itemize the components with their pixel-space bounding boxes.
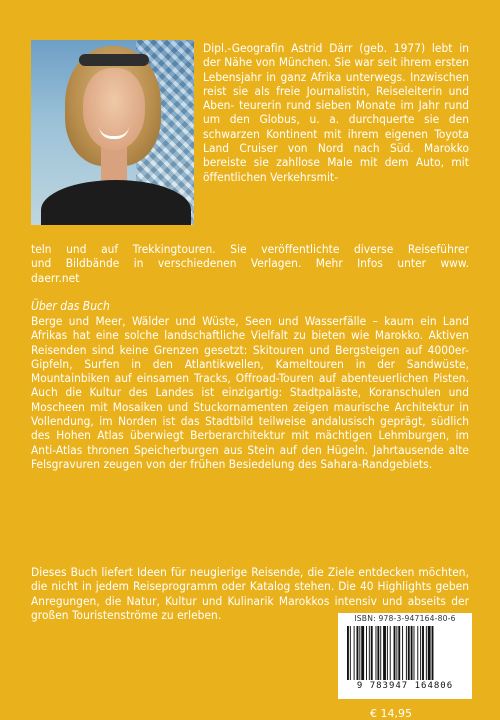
bio-line: freie Journalistin, Reiseleiterin und Aben-: [203, 83, 469, 113]
barcode-bar: [417, 626, 418, 680]
barcode-bar: [420, 626, 421, 680]
barcode-bar: [357, 626, 359, 680]
barcode-digits: 9 783947 164806: [356, 681, 454, 691]
barcode-bar: [376, 626, 377, 680]
barcode-bar: [428, 626, 431, 680]
barcode-bar: [398, 626, 400, 680]
barcode-bar: [387, 626, 388, 680]
bio-line: Marokko bereiste sie zahllose Male mit: [203, 141, 470, 170]
photo-sunglasses: [79, 54, 149, 66]
barcode-bar: [394, 626, 396, 680]
barcode-bar: [408, 626, 410, 680]
barcode-bar: [383, 626, 386, 680]
barcode-bar: [359, 626, 360, 680]
bio-line: daerr.net: [31, 270, 80, 285]
barcode-bar: [406, 626, 407, 680]
barcode-bar: [390, 626, 391, 680]
barcode-bar: [361, 626, 364, 680]
bio-line: schwarzen Kontinent mit ihrem eigenen: [203, 126, 428, 141]
barcode-bar: [347, 626, 349, 680]
bio-line: Afrika unterwegs. Inzwischen reist sie als: [203, 69, 469, 98]
barcode-box: [338, 613, 472, 699]
barcode-bar: [369, 626, 370, 680]
bio-line: dem Auto, mit öffentlichen Verkehrsmit-: [203, 155, 469, 184]
bio-line: lebt in der Nähe von München. Sie war: [203, 41, 469, 70]
barcode-bar: [366, 626, 367, 680]
bio-line: teurerin rund sieben Monate im Jahr rund: [239, 98, 470, 113]
barcode-bar: [396, 626, 397, 680]
barcode-bar: [426, 626, 427, 680]
bio-line: um den Globus, u. a. durchquerte sie den: [203, 112, 469, 127]
author-bio-bottom: [31, 242, 469, 285]
bio-line: Dipl.-Geografin Astrid Därr (geb. 1977): [203, 41, 426, 55]
price-label: € 14,95: [370, 707, 412, 720]
barcode-bar: [380, 626, 381, 680]
barcode-bar: [377, 626, 379, 680]
barcode-bar: [432, 626, 434, 680]
about-book-heading: Über das Buch: [31, 299, 110, 313]
barcode-bar: [350, 626, 351, 680]
barcode-bar: [411, 626, 413, 680]
author-bio-top: [203, 41, 469, 184]
barcode-bar: [422, 626, 424, 680]
bio-line: seit ihrem ersten Lebensjahr in ganz: [203, 55, 469, 84]
bio-line: und Bildbände in verschiedenen Verlagen. Mehr Infos unter www.: [31, 256, 469, 271]
barcode-bar: [414, 626, 415, 680]
bio-line: teln und auf Trekkingtouren. Sie veröffentlichte diverse Reiseführer: [31, 242, 469, 256]
book-ideas-paragraph: Dieses Buch liefert Ideen für neugierige Reisende, die Ziele entdecken möchten, die nicht in jedem Reiseprogramm oder Katalog stehen. Die 40 Highlights geben Anregungen, die Natur, Kultur und Kulinarik Marokkos intensiv und abseits der großen Touristenströme zu erleben.: [31, 565, 469, 622]
about-book-text: Berge und Meer, Wälder und Wüste, Seen und Wasserfälle – kaum ein Land Afrikas hat eine solche landschaftliche Vielfalt zu bieten wie Marokko. Aktiven Reisenden sind keine Grenzen gesetzt: Skitouren und Bergsteigen auf 4000er-Gipfeln, Surfen in den Atlantikwellen, Kameltouren in der Sandwüste, Mountainbiken auf einsamen Tracks, Offroad-Touren auf abenteuerlichen Pisten. Auch die Kultur des Landes ist einzigartig: Stadtpaläste, Koranschulen und Moscheen mit Mosaiken und Stuckornamenten zeigen maurische Architektur in Vollendung, im Norden ist das Stadtbild teilweise andalusisch geprägt, südlich des Hohen Atlas überwiegt Berberarchitektur mit mächtigen Lehmburgen, im Anti-Atlas thronen Speicherburgen aus Stein auf den Hügeln. Jahrtausende alte Felsgravuren zeugen von der frühen Besiedelung des Sahara-Randgebiets.: [31, 314, 469, 471]
bio-line: Toyota Land Cruiser von Nord nach Süd.: [203, 126, 470, 156]
ean-barcode-icon: [347, 626, 465, 680]
isbn-label: ISBN: 978-3-947164-80-6: [354, 614, 456, 623]
author-photo: [31, 40, 194, 225]
barcode-bar: [371, 626, 373, 680]
barcode-bar: [354, 626, 355, 680]
barcode-bar: [402, 626, 403, 680]
